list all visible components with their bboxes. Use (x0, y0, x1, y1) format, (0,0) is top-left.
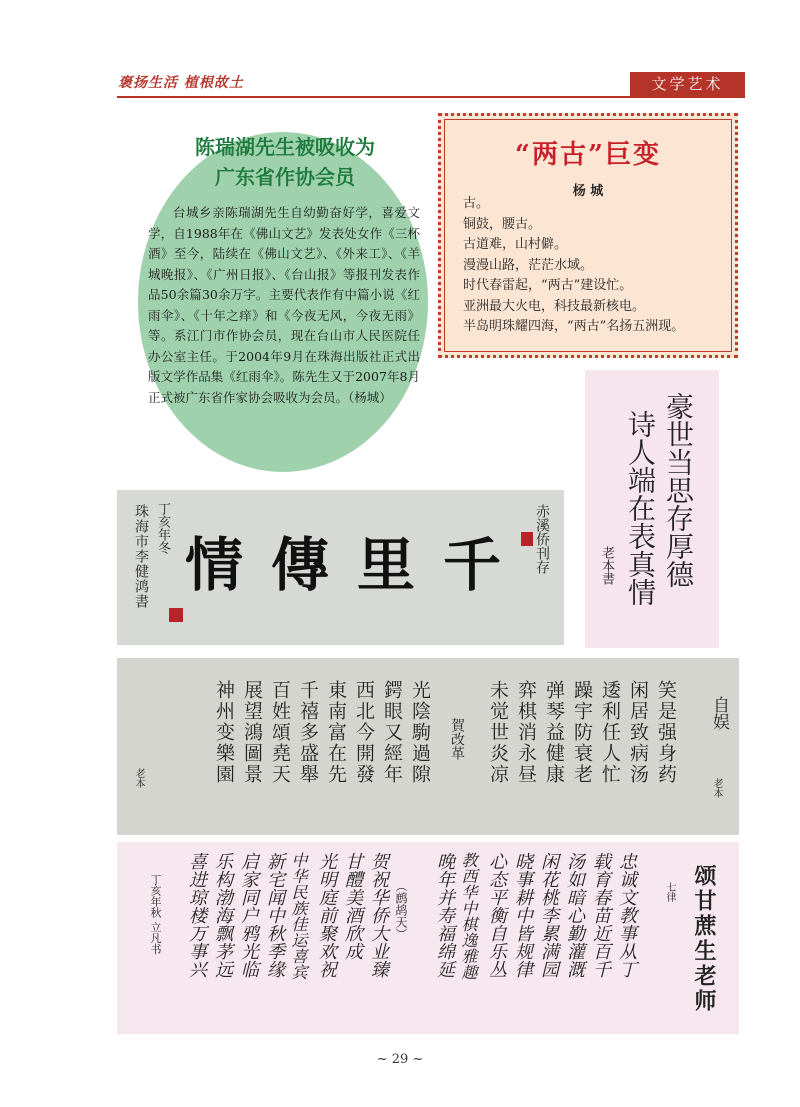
seal-stamp (169, 608, 183, 622)
article-title (140, 132, 430, 192)
poem-title: 自娱 (709, 696, 729, 730)
poem-title: 賀改革 (449, 718, 465, 760)
couplet-line-1: 豪世当思存厚德 (662, 392, 695, 588)
calligraphy-banner-right-inscription: 赤溪侨刊存 (534, 504, 550, 574)
cursive-column: 中华民族佳运喜宾 (289, 852, 308, 980)
poem-column: 百姓頌堯天 (269, 680, 291, 785)
article-title-line1: 陈瑞湖先生被吸收为 (195, 135, 375, 159)
poem-line: 亚洲最大火电，科技最新核电。 (463, 298, 646, 314)
poem-column: 東南富在先 (325, 680, 347, 785)
cursive-column: 喜进琼楼万事兴 (186, 852, 207, 978)
article-title-line2: 广东省作协会员 (215, 165, 355, 189)
cursive-column: 贺祝华侨大业臻 (368, 852, 389, 978)
poem-title: “两古”巨变 (515, 140, 661, 170)
poem-column: 神州变樂園 (213, 680, 235, 785)
poem-line: 铜鼓，腰古。 (463, 216, 542, 232)
poem-column: 弈棋消永昼 (515, 680, 537, 785)
poem-column: 笑是强身药 (655, 680, 677, 785)
header-divider (117, 96, 745, 98)
poem-lines (463, 194, 684, 338)
poem-author: 杨 城 (572, 184, 604, 199)
cursive-dedication: （鹧鸪天） (394, 880, 408, 940)
poem-line: 时代春雷起，“两古”建设忙。 (463, 278, 633, 293)
cursive-column: 启家同户鸦光临 (238, 852, 259, 978)
article-body: 台城乡亲陈瑞湖先生自幼勤奋好学，喜爱文学，自1988年在《佛山文艺》发表处女作《三杯酒》至今，陆续在《佛山文艺》、《外来工》、《羊城晚报》、《广州日报》、《台山报》等报刊发表作品50余篇30余万字。主要代表作有中篇小说《红雨伞》、《十年之痒》和《今夜无风，今夜无雨》等。系江门市作协会员，现在台山市人民医院任办公室主任。于2004年9月在珠海出版社正式出版文学作品集《红雨伞》。陈先生又于2007年8月正式被广东省作家协会吸收为会员。（杨城） (148, 205, 420, 405)
poem-column: 西北今開發 (353, 680, 375, 785)
cursive-column: 光明庭前聚欢祝 (316, 852, 337, 978)
poem-line: 古。 (463, 196, 490, 211)
poem-line: 半岛明珠耀四海，“两古”名扬五洲现。 (463, 319, 685, 334)
poem-column: 弹琴益健康 (543, 680, 565, 785)
poem-column: 鍔眼又經年 (381, 680, 403, 785)
calligraphy-banner-date: 丁亥年冬 (155, 502, 170, 554)
poem-column: 千禧多盛舉 (297, 680, 319, 785)
poem-signature: 老本 (133, 768, 144, 788)
poem-column: 躁宇防衰老 (571, 680, 593, 785)
cursive-column: 教西华中棋逸雅趣 (459, 852, 478, 980)
cursive-column: 乐构渤海飘茅远 (212, 852, 233, 978)
poem-line: 古道难，山村僻。 (463, 237, 568, 252)
calligraphy-banner-main: 情傳里千 (185, 531, 530, 599)
poem-column: 展望鴻圖景 (241, 680, 263, 785)
calligraphy-cursive (117, 842, 739, 1034)
couplet-signature: 老本書 (599, 546, 614, 585)
cursive-column: 甘醴美酒欣成 (342, 852, 363, 960)
cursive-title-note: 七律 (664, 882, 675, 902)
poem-column: 光陰駒過隙 (409, 680, 431, 785)
couplet-line-2: 诗人端在表真情 (624, 410, 657, 606)
calligraphy-couplet (585, 370, 719, 648)
header-slogan: 褒扬生活 植根故土 (118, 75, 244, 91)
calligraphy-banner-inscription: 珠海市李健鸿書 (133, 504, 149, 609)
poem-column: 逶利任人忙 (599, 680, 621, 785)
poem-column: 未觉世炎凉 (487, 680, 509, 785)
page-number: ~ 29 ~ (376, 1052, 424, 1067)
cursive-column: 载育春苗近百千 (590, 852, 611, 978)
poem-column: 闲居致病汤 (627, 680, 649, 785)
cursive-column: 晚年并寿福绵延 (434, 852, 455, 978)
cursive-title: 颂甘蔗生老师 (691, 864, 717, 1014)
cursive-column: 晓事耕中皆规律 (512, 852, 533, 978)
calligraphy-poems (117, 658, 739, 835)
cursive-column: 闲花桃李累满园 (538, 852, 559, 978)
cursive-column: 心态平衡自乐丛 (486, 852, 507, 978)
cursive-signature: 丁亥年秋 立凡书 (149, 874, 162, 955)
poem-signature: 老本 (711, 778, 722, 798)
cursive-column: 新宅闻中秋季缘 (264, 852, 285, 978)
poem-line: 漫漫山路，茫茫水域。 (463, 257, 594, 273)
poem-box (438, 113, 738, 358)
cursive-column: 汤如暗心勤灌溉 (564, 852, 585, 978)
cursive-column: 忠诚文教事从丁 (616, 852, 637, 978)
section-label: 文学艺术 (630, 72, 745, 96)
